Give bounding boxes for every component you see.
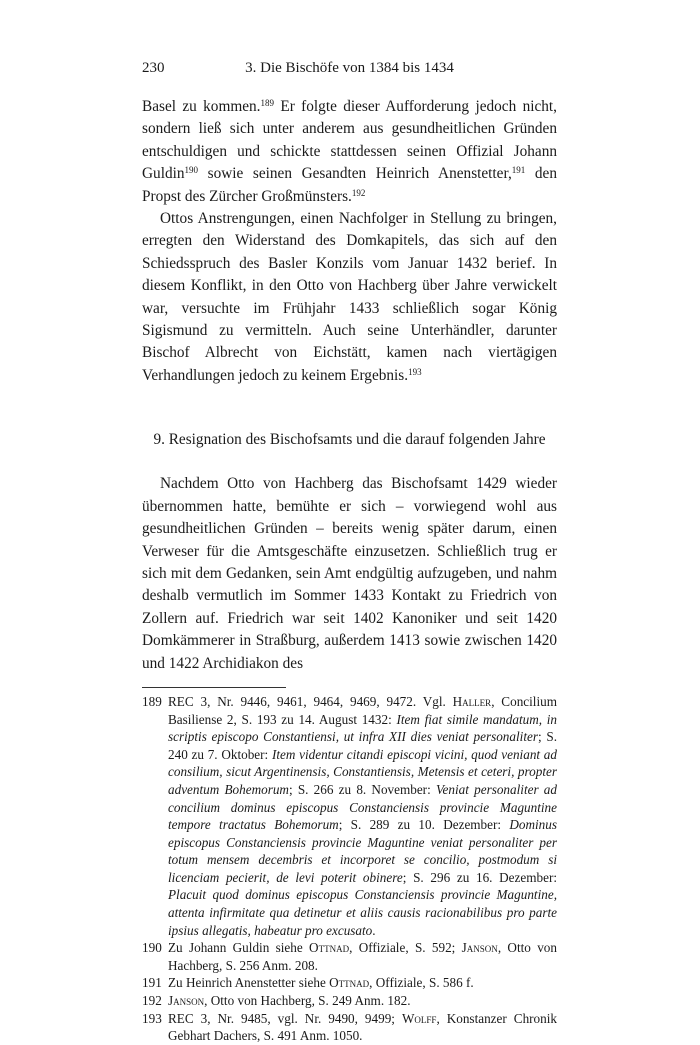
- footnote-193: [142, 1010, 557, 1045]
- paragraph-1: [142, 96, 557, 208]
- text-run: sowie seinen Gesandten Heinrich Anenstetter,: [198, 165, 512, 183]
- section-heading: 9. Resignation des Bischofsamts und die darauf folgenden Jahre: [153, 431, 546, 449]
- running-header: [142, 60, 557, 82]
- footnote-192: [142, 992, 557, 1010]
- footnote-189: [142, 693, 557, 939]
- footnote-text: Janson, Otto von Hachberg, S. 249 Anm. 182.: [168, 993, 411, 1009]
- footnote-text: REC 3, Nr. 9485, vgl. Nr. 9490, 9499; Wolff, Konstanzer Chronik Gebhart Dachers, S. 491 Anm. 1050.: [168, 1010, 557, 1044]
- footnote-number: 190: [142, 940, 162, 956]
- text-run: Basel zu kommen.: [142, 98, 261, 115]
- text-run: den Propst des Zürcher Großmünsters.: [142, 165, 557, 205]
- paragraph-3: Nachdem Otto von Hachberg das Bischofsamt 1429 wieder übernommen hatte, bemühte er sich – vorwiegend wohl aus gesundheitlichen Gründen – bereits wenig später darum, einen Verweser für die Amtsgeschäfte einzusetzen. Schließlich trug er sich mit dem Gedanken, sein Amt endgültig aufzugeben, und nahm deshalb vermutlich im Sommer 1433 Kontakt zu Friedrich von Zollern auf. Friedrich war seit 1402 Kanoniker und seit 1420 Domkämmerer in Straßburg, außerdem 1413 sowie zwischen 1420 und 1422 Archidiakon des: [142, 475, 557, 672]
- footnote-191: [142, 974, 557, 992]
- footnote-text: Zu Johann Guldin siehe Ottnad, Offiziale, S. 592; Janson, Otto von Hachberg, S. 256 Anm. 208.: [168, 940, 557, 973]
- text-run: Ottos Anstrengungen, einen Nachfolger in Stellung zu bringen, erregten den Widerstand des Domkapitels, das sich auf den Schiedsspruch des Basler Konzils vom Januar 1432 berief. In diesem Konflikt, in den Otto von Hachberg über Jahre verwickelt war, versuchte im Frühjahr 1433 schließlich sogar König Sigismund zu vermitteln. Auch seine Unterhändler, darunter Bischof Albrecht von Eichstätt, kamen nach viertägigen Verhandlungen jedoch zu keinem Ergebnis.: [142, 210, 557, 384]
- footnotes: [142, 693, 557, 1045]
- paragraph-2: [142, 208, 557, 387]
- footnote-ref-193[interactable]: 193: [408, 366, 422, 377]
- footnote-ref-189[interactable]: 189: [260, 98, 275, 108]
- running-title: 3. Die Bischöfe von 1384 bis 1434: [245, 60, 454, 76]
- footnote-ref-191[interactable]: 191: [511, 165, 526, 176]
- footnote-divider: [142, 687, 286, 688]
- footnote-text: REC 3, Nr. 9446, 9461, 9464, 9469, 9472. Vgl. Haller, Concilium Basiliense 2, S. 193 zu 14. August 1432: Item fiat simile mandatum, in scriptis episcopo Constantiensi, ut infra XII dies veniat personaliter; S. 240 zu 7. Oktober: Item videntur citandi episcopi vicini, quod veniant ad consilium, sicut Argentinensis, Constantiensis, Metensis et ceteri, propter adventum Bohemorum; S. 266 zu 8. November: Veniat personaliter ad concilium dominus episcopus Constanciensis provincie Maguntine tempore tractatus Bohemorum; S. 289 zu 10. Dezember: Dominus episcopus Constanciensis provincie Maguntine veniat personaliter per totum mensem decembris et incorporet se concilio, postmodum si licenciam pecierit, de levi poterit obinere; S. 296 zu 16. Dezember: Placuit quod dominus episcopus Constanciensis provincie Maguntine, attenta infirmitate qua detinetur et aliis causis racionabilibus pro parte ipsius allegatis, habeatur pro excusato.: [168, 693, 557, 938]
- footnote-number: 193: [142, 1010, 162, 1026]
- footnote-number: 189: [142, 693, 162, 709]
- text-run: Er folgte dieser Aufforderung jedoch nicht, sondern ließ sich unter anderem aus gesundheitlichen Gründen entschuldigen und schickte stattdessen seinen Offizial Johann Guldin: [142, 98, 557, 183]
- footnote-ref-192[interactable]: 192: [351, 187, 366, 198]
- page-number: 230: [142, 60, 165, 76]
- footnote-number: 191: [142, 975, 162, 991]
- footnote-number: 192: [142, 993, 162, 1009]
- main-text: [142, 96, 557, 1045]
- footnote-text: Zu Heinrich Anenstetter siehe Ottnad, Offiziale, S. 586 f.: [168, 975, 474, 991]
- footnote-ref-190[interactable]: 190: [184, 165, 198, 176]
- footnote-190: [142, 939, 557, 974]
